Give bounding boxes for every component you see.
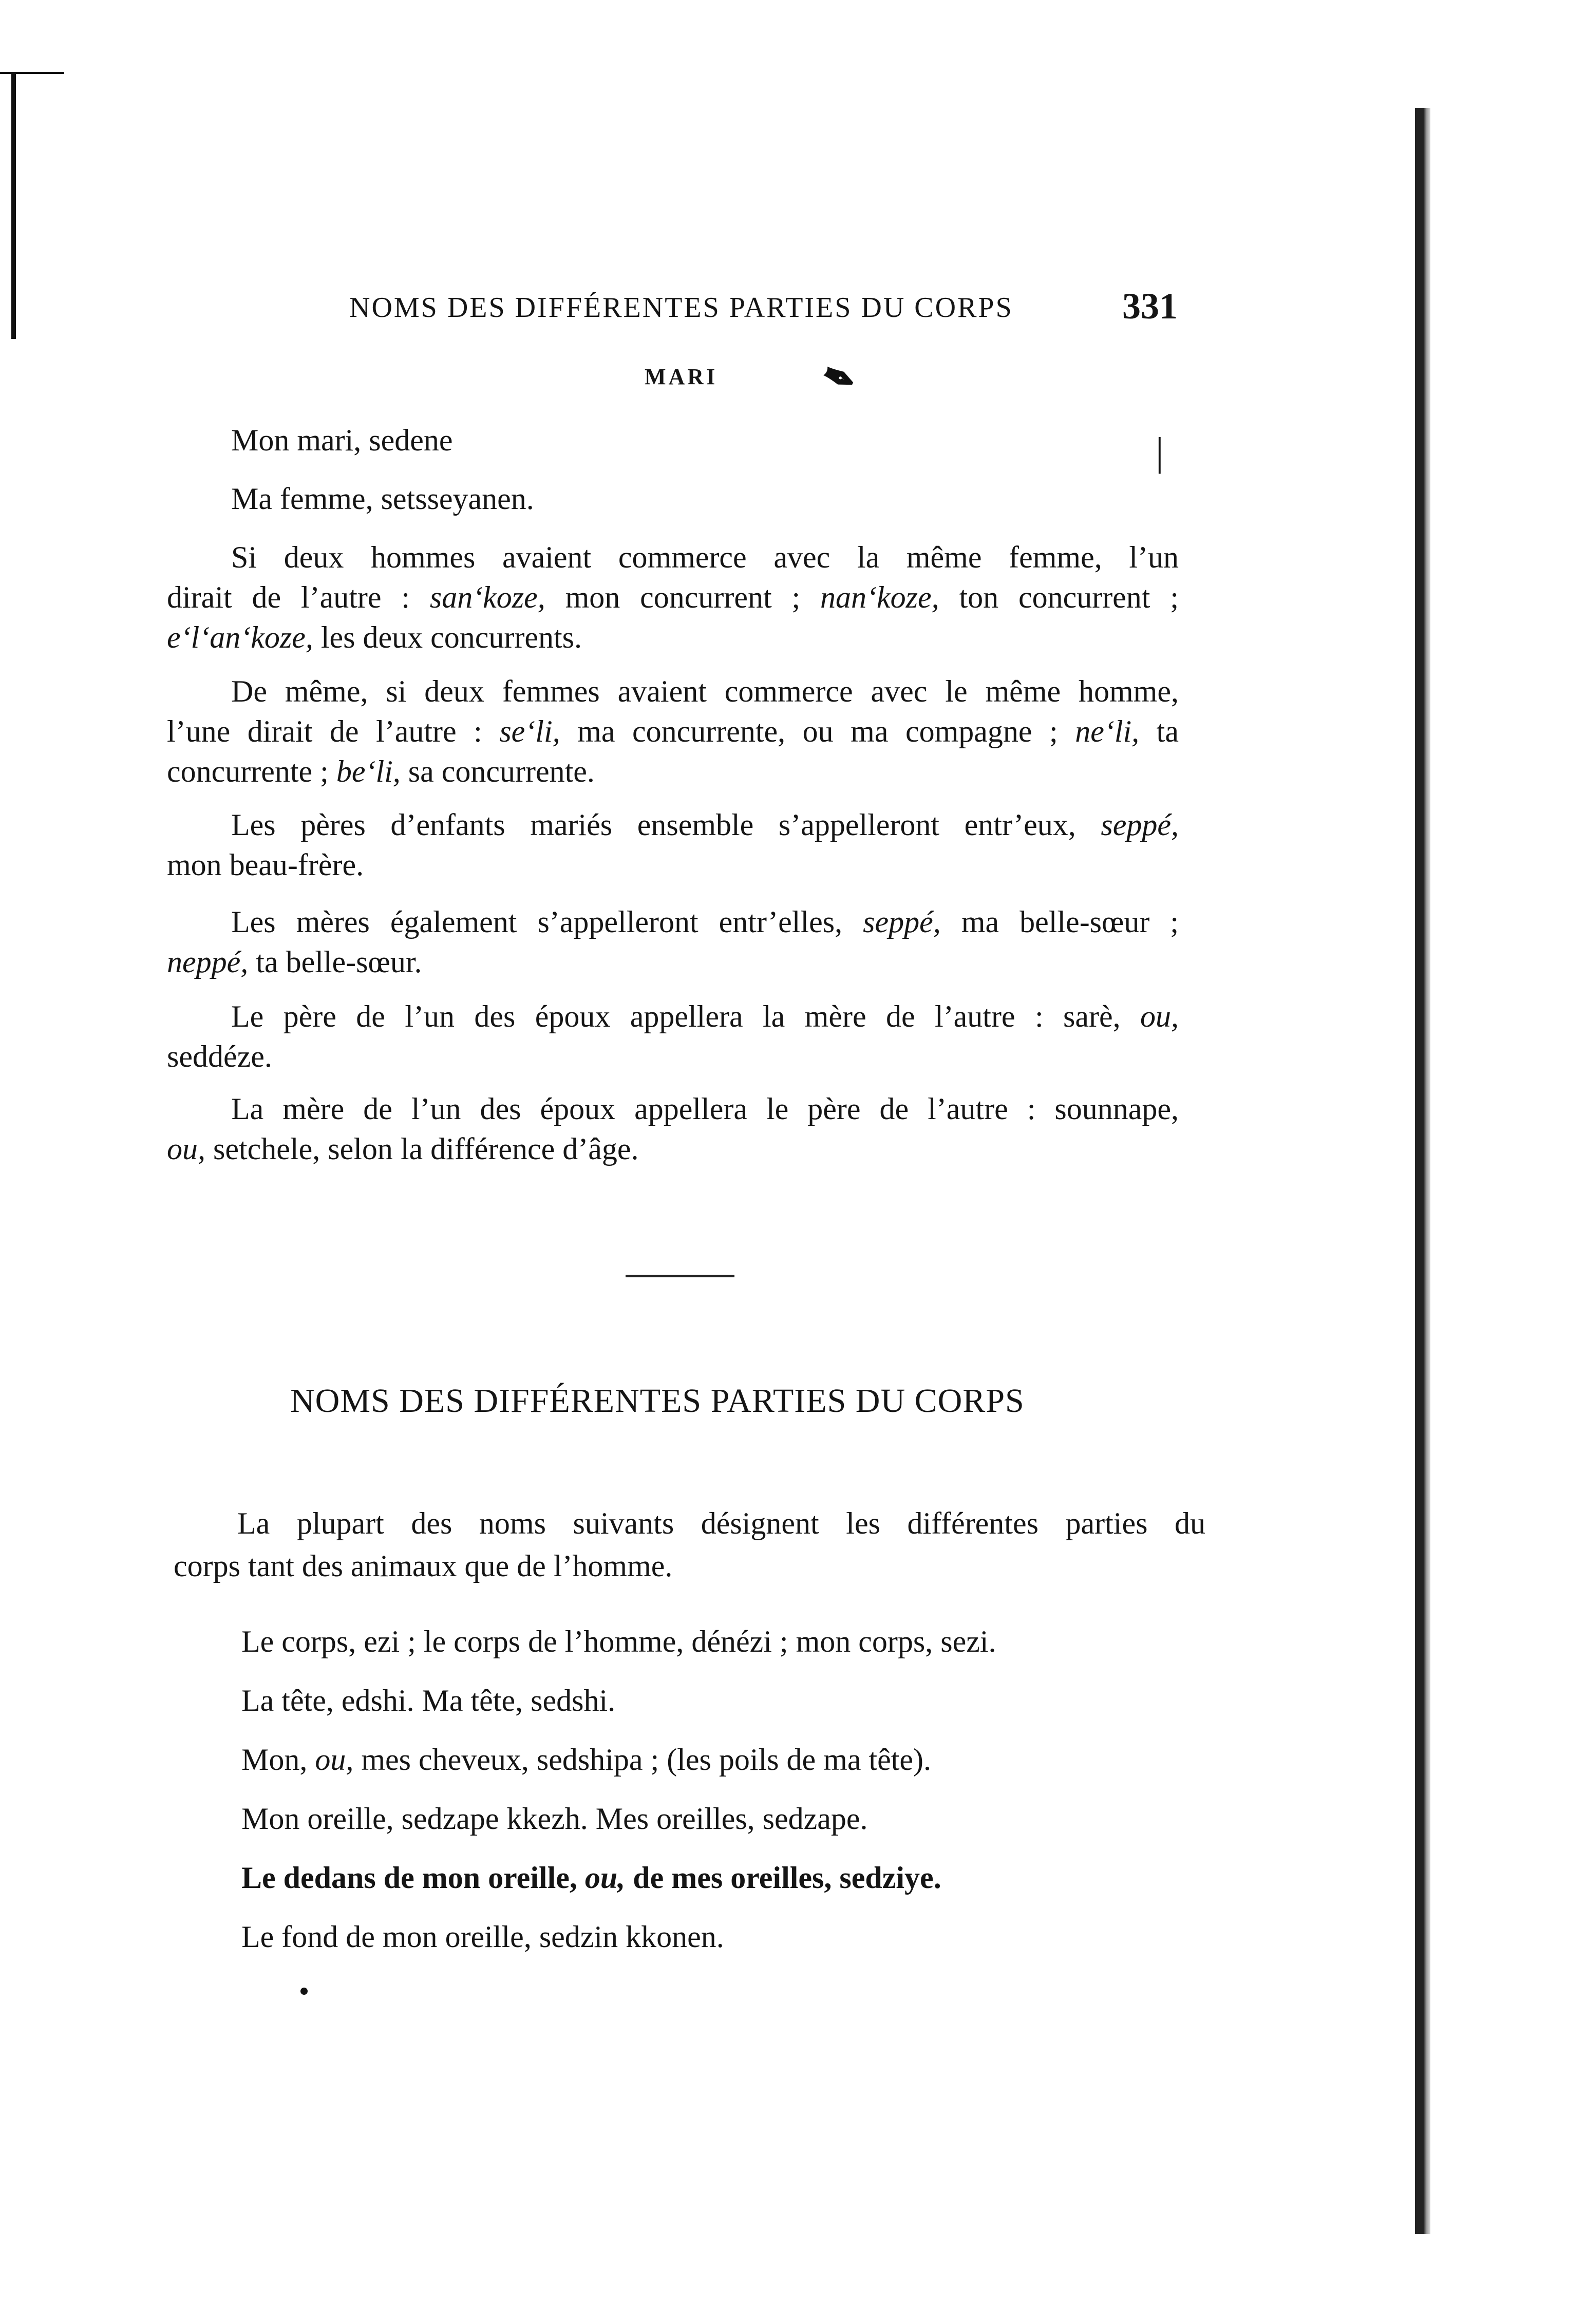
ink-blot-mark: ✒ [814, 351, 864, 407]
para-line: mon beau-frère. [167, 848, 364, 882]
entry-oreille: Mon oreille, sedzape kkezh. Mes oreilles, sedzape. [241, 1802, 868, 1836]
entry-fond-oreille: Le fond de mon oreille, sedzin kkonen. [241, 1920, 724, 1954]
para-line: l’une dirait de l’autre : se‘li, ma concurrente, ou ma compagne ; ne‘li, ta [167, 714, 1179, 748]
page-header [0, 285, 1586, 326]
para-line: Si deux hommes avaient commerce avec la même femme, l’un [231, 540, 1179, 574]
para-line: ou, setchele, selon la différence d’âge. [167, 1132, 639, 1166]
para-line: La mère de l’un des époux appellera le père de l’autre : sounnape, [231, 1092, 1179, 1126]
scan-binding-shadow-right [1415, 108, 1430, 2234]
para-line: concurrente ; be‘li, sa concurrente. [167, 754, 595, 788]
para-line: Les pères d’enfants mariés ensemble s’appelleront entr’eux, seppé, [231, 808, 1179, 842]
para-line: Le père de l’un des époux appellera la mère de l’autre : sarè, ou, [231, 999, 1179, 1033]
para-line: Les mères également s’appelleront entr’elles, seppé, ma belle-sœur ; [231, 905, 1179, 939]
line-mon-mari: Mon mari, sedene [231, 423, 453, 457]
page-number: 331 [1122, 286, 1178, 327]
entry-cheveux: Mon, ou, mes cheveux, sedshipa ; (les poils de ma tête). [241, 1743, 932, 1777]
pencil-mark: | [1156, 429, 1164, 474]
para-line: De même, si deux femmes avaient commerce avec le même homme, [231, 674, 1179, 708]
scan-edge-tick-left [0, 72, 64, 74]
section-divider-rule [626, 1275, 734, 1277]
para-line: e‘l‘an‘koze, les deux concurrents. [167, 620, 582, 654]
line-ma-femme: Ma femme, setsseyanen. [231, 482, 534, 516]
entry-tete: La tête, edshi. Ma tête, sedshi. [241, 1684, 616, 1717]
para-line: La plupart des noms suivants désignent les différentes parties du [237, 1506, 1205, 1540]
section-title: NOMS DES DIFFÉRENTES PARTIES DU CORPS [290, 1382, 1025, 1420]
running-head: NOMS DES DIFFÉRENTES PARTIES DU CORPS [349, 292, 1013, 324]
entry-corps: Le corps, ezi ; le corps de l’homme, dénézi ; mon corps, sezi. [241, 1624, 996, 1658]
para-line: corps tant des animaux que de l’homme. [174, 1549, 673, 1583]
ink-speck [300, 1988, 308, 1995]
subheading-mari: MARI [645, 364, 718, 389]
para-line: neppé, ta belle-sœur. [167, 945, 422, 979]
entry-dedans-oreille: Le dedans de mon oreille, ou, de mes oreilles, sedziye. [241, 1861, 941, 1895]
para-line: dirait de l’autre : san‘koze, mon concurrent ; nan‘koze, ton concurrent ; [167, 580, 1179, 614]
para-line: seddéze. [167, 1040, 272, 1073]
